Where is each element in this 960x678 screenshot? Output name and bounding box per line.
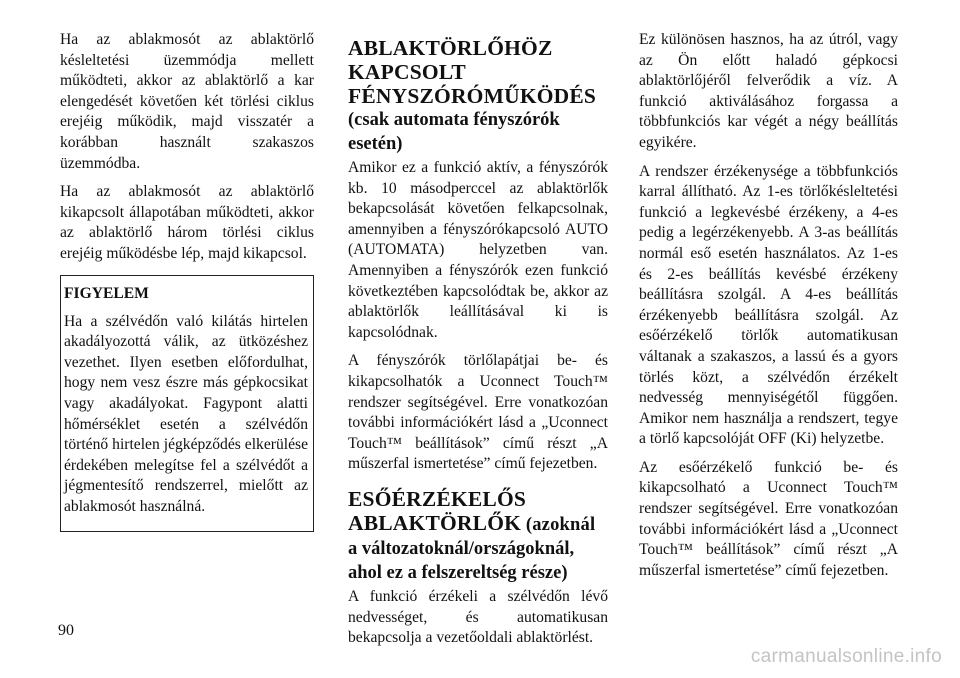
washer-delay-paragraph: Ha az ablakmosót az ablaktörlő késleltetési üzemmódja mellett működteti, akkor az ablaktörlő a kar elengedését követően két törlési ciklus erejéig működik, majd visszatér a korábban használt szakaszos üzemmódba. [60,31,314,172]
right-column [639,30,898,589]
middle-column [348,30,608,657]
section-subheading-rain-sensing: a változatoknál/országoknál, ahol ez a felszereltség része) [348,538,575,583]
rain-sensing-usage-paragraph: Ez különösen hasznos, ha az útról, vagy az Ön előtt haladó gépkocsi ablaktörlőjéről felverődik a víz. A funkció aktiválásához forgassa a többfunkciós kar végét a négy beállítás egyikére. [639,31,898,151]
rain-sensing-paragraph: A funkció érzékeli a szélvédőn lévő nedvességet, és automatikusan bekapcsolja a vezetőoldali ablaktörlést. [348,587,608,647]
sensitivity-paragraph: A rendszer érzékenysége a többfunkciós karral állítható. Az 1-es törlőkésleltetési funkció a legkevésbé érzékeny, a 4-es pedig a legérzékenyebb. A 3-as beállítás normál eső esetén használatos. Az 1-es és 2-es beállítás kevésbé érzékeny beállításra szolgál. A 4-es beállítás érzékenyebb beállításra szolgál. Az esőérzékelő törlők automatikusan váltanak a szakaszos, a lassú és a gyors törlés közt, a szélvédőn érzékelt nedvesség mennyiségétől függően. Amikor nem használja a rendszert, tegye a törlő kapcsolóját OFF (Ki) helyzetbe. [639,162,898,448]
section-heading-headlights: ABLAKTÖRLŐHÖZ KAPCSOLT FÉNYSZÓRÓMŰKÖDÉS [348,36,597,108]
section-subheading-headlights: (csak automata fényszórók esetén) [348,110,560,154]
washer-off-paragraph: Ha az ablakmosót az ablaktörlő kikapcsolt állapotában működteti, akkor az ablaktörlő három törlési ciklus erejéig működésbe lép, majd kikapcsol. [60,183,314,262]
warning-title: FIGYELEM [64,284,149,302]
uconnect-rain-sensor-paragraph: Az esőérzékelő funkció be- és kikapcsolható a Uconnect Touch™ rendszer segítségével. Erre vonatkozóan további információkért lásd a „Uconnect Touch™ beállítások” című részt „A műszerfal ismertetése” című fejezetben. [639,458,898,579]
page-number: 90 [58,622,74,639]
watermark-logo: carmanualsonline.info [750,646,942,667]
warning-box [60,275,314,533]
uconnect-headlights-paragraph: A fényszórók törlőlapátjai be- és kikapcsolhatók a Uconnect Touch™ rendszer segítségével. Erre vonatkozóan további információkért lásd a „Uconnect Touch™ beállítások” című részt „A műszerfal ismertetése” című fejezetben. [348,352,608,473]
headlights-paragraph: Amikor ez a funkció aktív, a fényszórók kb. 10 másodperccel az ablaktörlők bekapcsolását követően felkapcsolnak, amennyiben a fényszórókapcsoló AUTO (AUTOMATA) helyzetben van. Amennyiben a fényszórók ezen funkció következtében kapcsolódtak be, akkor az ablaktörlők leállításával ki is kapcsolódnak. [348,159,608,341]
rain-sensing-title: ESŐÉRZÉKELŐS ABLAKTÖRLŐK [348,486,527,535]
left-column [60,30,314,532]
section-heading-rain-sensing [348,487,608,537]
rain-sensing-title-suffix: (azoknál [521,514,596,535]
warning-text: Ha a szélvédőn való kilátás hirtelen akadályozottá válik, az ütközéshez vezethet. Ilyen esetben előfordulhat, hogy nem vesz észre más gépkocsikat vagy akadályokat. Fagypont alatti hőmérséklet esetén a szélvédőn történő hirtelen jégképződés elkerülése érdekében melegítse fel a szélvédőt a jégmentesítő rendszerrel, mielőtt az ablakmosót használná. [64,312,308,515]
